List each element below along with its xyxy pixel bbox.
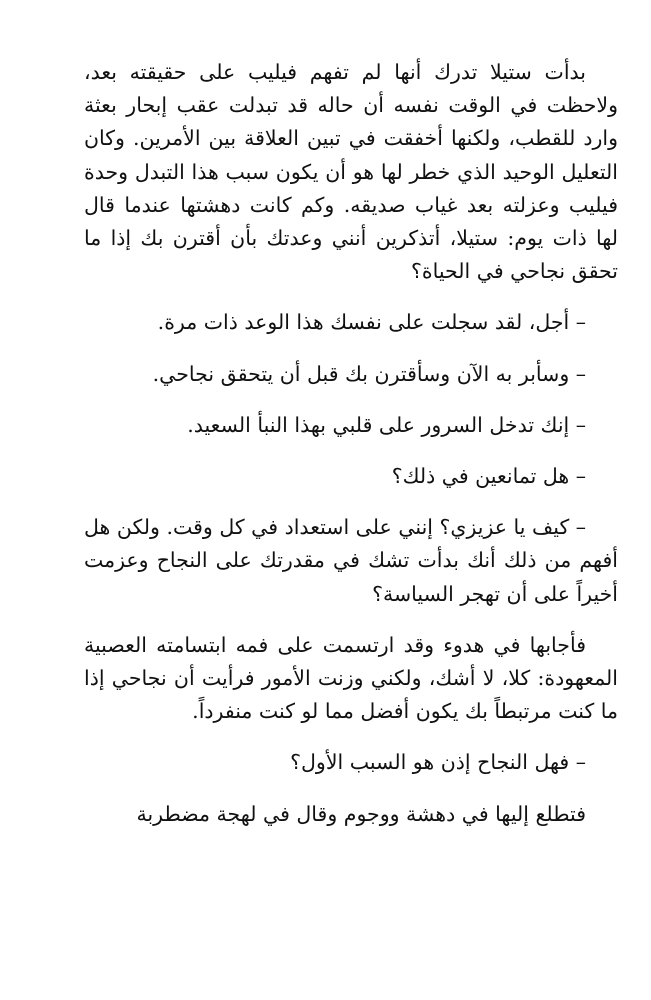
- dialogue-line: – وسأبر به الآن وسأقترن بك قبل أن يتحقق نجاحي.: [152, 361, 586, 386]
- dialogue-line: – أجل، لقد سجلت على نفسك هذا الوعد ذات مرة.: [157, 310, 586, 335]
- paragraph-gap: [84, 442, 618, 460]
- dialogue-paragraph: – كيف يا عزيزي؟ إنني على استعداد في كل وقت. ولكن هل أفهم من ذلك أنك بدأت تشك في مقدرتك على النجاح وعزمت أخيراً على أن تهجر السياسة؟: [84, 515, 618, 606]
- paragraph-gap: [84, 493, 618, 511]
- narrative-paragraph: فأجابها في هدوء وقد ارتسمت على فمه ابتسامته العصبية المعهودة: كلا، لا أشك، ولكني وزنت الأمور فرأيت أن نجاحي إذا ما كنت مرتبطاً بك يكون أفضل مما لو كنت منفرداً.: [84, 632, 618, 724]
- paragraph-gap: [84, 391, 618, 409]
- dialogue-line: – هل تمانعين في ذلك؟: [391, 464, 586, 489]
- paragraph-gap: [84, 611, 618, 629]
- narrative-paragraph: فتطلع إليها في دهشة ووجوم وقال في لهجة مضطربة: [136, 801, 586, 826]
- paragraph-gap: [84, 288, 618, 306]
- paragraph-gap: [84, 728, 618, 746]
- book-page: [84, 56, 618, 831]
- paragraph-gap: [84, 340, 618, 358]
- narrative-paragraph: بدأت ستيلا تدرك أنها لم تفهم فيليب على حقيقته بعد، ولاحظت في الوقت نفسه أن حاله قد تبدلت عقب إبحار بعثة وارد للقطب، ولكنها أخفقت في تبين العلاقة بين الأمرين. وكان التعليل الوحيد الذي خطر لها هو أن يكون سبب هذا التبدل وحدة فيليب وعزلته بعد غياب صديقه. وكم كانت دهشتها عندما قال لها ذات يوم: ستيلا، أتذكرين أنني وعدتك بأن أقترن بك إذا ما تحقق نجاحي في الحياة؟: [84, 60, 618, 284]
- dialogue-line: – فهل النجاح إذن هو السبب الأول؟: [290, 750, 586, 775]
- paragraph-gap: [84, 780, 618, 798]
- dialogue-line: – إنك تدخل السرور على قلبي بهذا النبأ السعيد.: [187, 412, 586, 437]
